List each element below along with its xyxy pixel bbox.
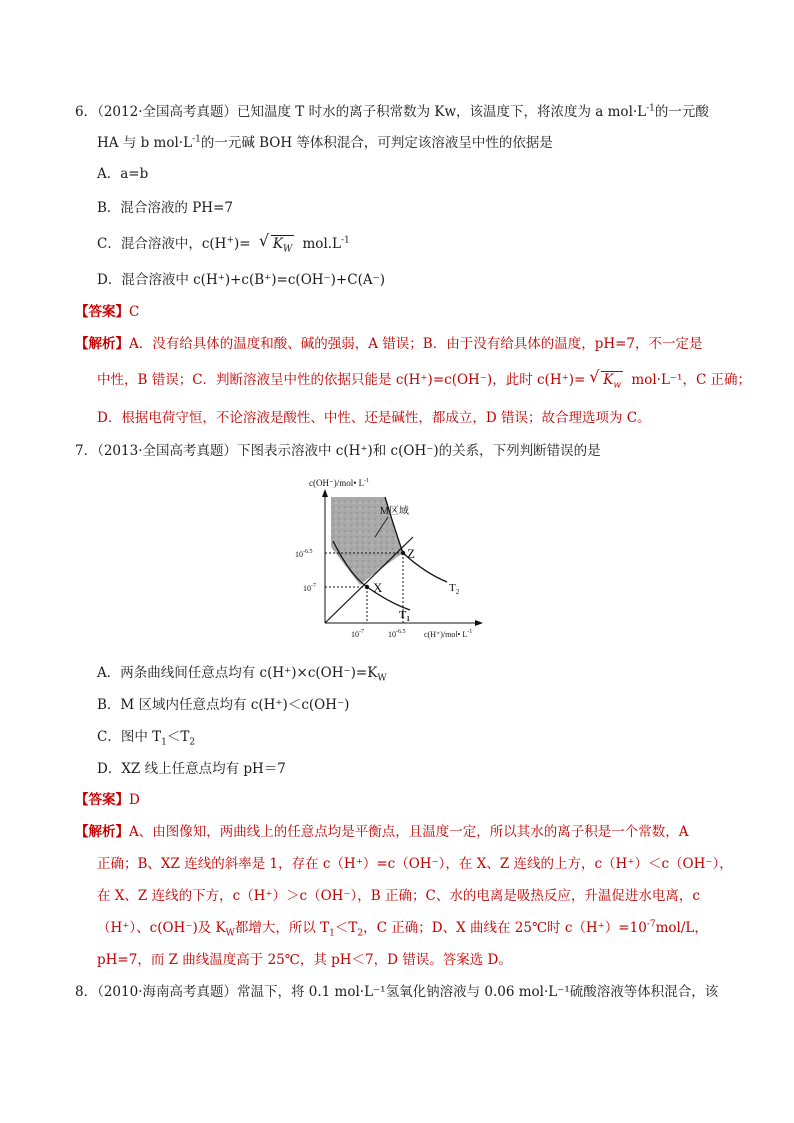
q6-option-d: D．混合溶液中 c(H⁺)+c(B⁺)=c(OH⁻)+C(A⁻) bbox=[97, 272, 385, 288]
kw-curve-figure bbox=[295, 475, 505, 645]
q7-analysis-line2: 正确；B、XZ 连线的斜率是 1，存在 c（H⁺）=c（OH⁻），在 X、Z 连线的上方，c（H⁺）＜c（OH⁻）， bbox=[97, 856, 733, 872]
q6-option-b: B．混合溶液的 PH=7 bbox=[97, 200, 233, 216]
q6-analysis-line1: 【解析】A．没有给具体的温度和酸、碱的强弱，A 错误；B．由于没有给具体的温度，pH=7，不一定是 bbox=[75, 336, 703, 352]
q6-analysis-line2: 中性，B 错误；C．判断溶液呈中性的依据只能是 c(H⁺)=c(OH⁻)，此时 c(H⁺)= √ $K_w$ mol·L⁻¹，C 正确； bbox=[97, 367, 752, 391]
q7-stem: 7．（2013·全国高考真题）下图表示溶液中 c(H⁺)和 c(OH⁻)的关系，下列判断错误的是 bbox=[75, 443, 601, 459]
q7-analysis-line3: 在 X、Z 连线的下方，c（H⁺）＞c（OH⁻），B 正确；C、水的电离是吸热反应，升温促进水电离，c bbox=[97, 888, 700, 904]
q6-option-c: C．混合溶液中，c(H+)= √ $K_W$ $mol.L^{-1}$ bbox=[97, 231, 350, 255]
q7-analysis-line5: pH=7，而 Z 曲线温度高于 25℃，其 pH＜7，D 错误。答案选 D。 bbox=[97, 952, 512, 968]
curve-t1-label: $T_1$ bbox=[399, 609, 410, 623]
point-x-label: X bbox=[373, 580, 383, 595]
y-tick-high: $10^{-6.5}$ bbox=[295, 549, 313, 559]
y-tick-low: $10^{-7}$ bbox=[303, 583, 316, 593]
q7-analysis-line1: 【解析】A、由图像知，两曲线上的任意点均是平衡点，且温度一定，所以其水的离子积是一个常数，A bbox=[75, 824, 689, 840]
q6-stem-line2: HA 与 b $mol\cdot L^{-1}$的一元碱 BOH 等体积混合，可判定该溶液呈中性的依据是 bbox=[97, 134, 553, 151]
y-axis-arrow bbox=[322, 489, 328, 497]
q7-option-b: B．M 区域内任意点均有 c(H⁺)＜c(OH⁻) bbox=[97, 697, 350, 713]
q7-option-c: C．图中 $T_1<T_2$ bbox=[97, 729, 196, 748]
sqrt-kw: √ $K_W$ bbox=[258, 231, 293, 255]
kw-curve-svg bbox=[295, 475, 505, 645]
q7-option-a: A．两条曲线间任意点均有 $c(H^+)\times c(OH^-)=K_W$ bbox=[97, 665, 387, 684]
q6-stem-line1: 6．（2012·全国高考真题）已知温度 T 时水的离子积常数为 Kw，该温度下，将浓度为 a $mol\cdot L^{-1}$的一元酸 bbox=[75, 103, 709, 120]
m-region-label: M区域 bbox=[380, 506, 409, 517]
q6-analysis-line3: D．根据电荷守恒，不论溶液是酸性、中性、还是碱性，都成立，D 错误；故合理选项为 C。 bbox=[97, 410, 651, 426]
x-tick-low: $10^{-7}$ bbox=[351, 629, 364, 639]
point-z-label: Z bbox=[407, 546, 415, 561]
point-x bbox=[365, 585, 369, 589]
y-axis-label: c(OH⁻)/mol• $L^{-1}$ bbox=[309, 478, 370, 488]
point-z bbox=[401, 551, 405, 555]
x-tick-high: $10^{-6.5}$ bbox=[388, 629, 406, 639]
q7-option-d: D．XZ 线上任意点均有 pH＝7 bbox=[97, 761, 286, 777]
curve-t2-label: $T_2$ bbox=[449, 582, 460, 596]
q6-option-a: A．a=b bbox=[97, 166, 149, 182]
q6-answer: 【答案】C bbox=[75, 304, 140, 320]
x-axis-arrow bbox=[475, 620, 483, 626]
q8-stem: 8．（2010·海南高考真题）常温下，将 0.1 mol·L⁻¹氢氧化钠溶液与 0.06 mol·L⁻¹硫酸溶液等体积混合，该 bbox=[75, 984, 719, 1000]
q7-analysis-line4: （H⁺）、c(OH⁻)及 $K_W$都增大，所以 $T_1<T_2$，C 正确；D、X 曲线在 25℃时 $c(H^+)=10^{-7}mol/L$， bbox=[97, 919, 708, 939]
x-axis-label: c(H⁺)/mol• $L^{-1}$ bbox=[424, 629, 473, 639]
q7-answer: 【答案】D bbox=[75, 792, 140, 808]
